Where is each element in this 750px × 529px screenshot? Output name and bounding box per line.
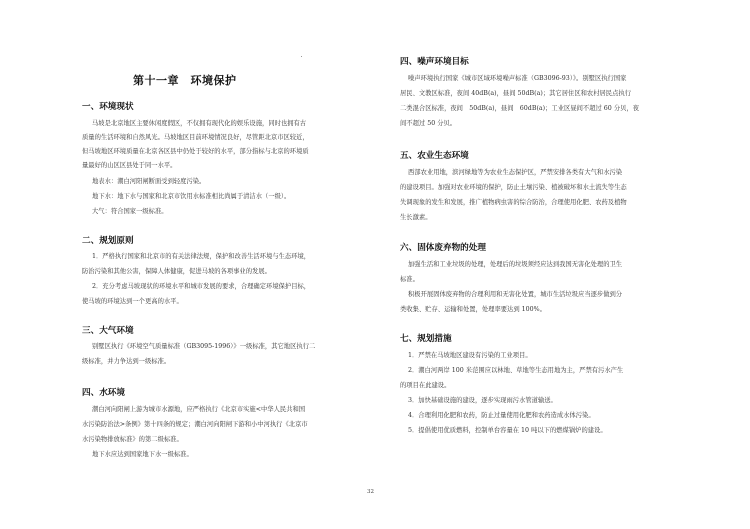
paragraph-line: 级标准，并力争达到一级标准。 [82,358,171,365]
paragraph-line: 地下水应达到国家地下水一级标准。 [92,451,193,458]
paragraph-line: 失调现象的发生和发展，推广植物病虫害的综合防治，合理使用化肥、农药及植物 [400,199,627,206]
paragraph-line: 水污染物排放标准》的第二级标准。 [82,436,183,443]
paragraph-line: 二类混合区标准，夜间 50dB(a)，昼间 60dB(a)；工业区昼间不超过 60 分贝，夜 [400,105,640,112]
paragraph-line: 标准。 [400,276,419,283]
heading-agricultural-ecology: 五、农业生态环境 [400,151,469,161]
paragraph-line: 2．充分考虑马坡现状的环境水平和城市发展的要求，合理确定环境保护目标， [92,283,311,290]
paragraph-line: 类收集、贮存、运输和处置，处理率要达到 100%。 [400,306,546,313]
paragraph-line: 但马坡地区环境质量在北京各区县中仍处于较好的水平，部分指标与北京的环境质 [82,148,309,155]
paragraph-line: 潮白河向阳闸上游为城市水源地，应严格执行《北京市实施<中华人民共和国 [92,406,306,413]
heading-solid-waste: 六、固体废弃物的处理 [400,243,486,253]
heading-planning-measures: 七、规划措施 [400,334,452,344]
paragraph-line: 1．严禁在马坡地区建设有污染的工业项目。 [408,352,532,359]
paragraph-line: 水污染防治法>条例》第十四条的规定；潮白河向阳闸下游和小中河执行《北京市 [82,421,308,428]
paragraph-line: 3．加快基础设施的建设，逐步实现雨污水管道输送。 [408,397,557,404]
paragraph-line: 居民、文教区标准，夜间 40dB(a)，昼间 50dB(a)；其它居住区和农村居民点执行 [400,90,631,97]
paragraph-line: 马坡是北京地区主要休闲度假区，不仅拥有现代化的娱乐设施，同时也拥有古 [92,120,307,127]
chapter-title: 第十一章 环境保护 [133,74,237,87]
heading-water-environment: 四、水环境 [82,388,125,398]
paragraph-line: 4．合理利用化肥和农药，防止过量使用化肥和农药造成水体污染。 [408,412,595,419]
heading-environment-status: 一、环境现状 [82,102,134,112]
paragraph-line: 防治污染和其他公害，保障人体健康，促进马坡的各项事业的发展。 [82,268,271,275]
scan-mark [301,56,302,57]
heading-air-environment: 三、大气环境 [82,326,134,336]
paragraph-line: 间不超过 50 分贝。 [400,120,457,127]
paragraph-line: 1．严格执行国家和北京市的有关法律法规，保护和改善生活环境与生态环境， [92,253,311,260]
paragraph-line: 的建设项目。加强对农业环境的保护，防止土壤污染、植被破坏和水土流失等生态 [400,184,627,191]
paragraph-line: 积极开展固体废弃物的合理利用和无害化处置，城市生活垃圾应当逐步做到分 [408,291,623,298]
paragraph-line: 5．提倡使用优质燃料，控制单台容量在 10 吨以下的燃煤锅炉的建设。 [408,427,607,434]
paragraph-line: 西部农业用地，滨河绿地等为农业生态保护区，严禁安排各类有大气和水污染 [408,169,623,176]
paragraph-line: 加强生活和工业垃圾的处理，处理后的垃圾须经应达到我国无害化处理的卫生 [408,261,623,268]
paragraph-line: 大气：符合国家一级标准。 [92,208,168,215]
paragraph-line: 的项目在此建设。 [400,382,451,389]
paragraph-line: 地下水：地下水与国家和北京市饮用水标准相比尚属于清洁水（一级）。 [92,193,291,200]
paragraph-line: 2．潮白河两岸 100 米范围应以林地、草地等生态用地为主，严禁有污水产生 [408,367,624,374]
paragraph-line: 地表水：潮白河阳闸断面受到轻度污染。 [92,178,206,185]
paragraph-line: 量最好的山区区县处于同一水平。 [82,162,177,169]
page-number: 32 [367,489,374,495]
paragraph-line: 生长激素。 [400,214,432,221]
paragraph-line: 质量的生活环境和自然风光。马坡地区目前环境情况良好，尽管距北京市区较近， [82,134,309,141]
paragraph-line: 别墅区执行《环境空气质量标准（GB3095-1996）》一级标准，其它地区执行二 [92,343,316,350]
paragraph-line: 使马坡的环境达到一个更高的水平。 [82,298,183,305]
heading-planning-principles: 二、规划原则 [82,236,134,246]
paragraph-line: 噪声环境执行国家《城市区域环境噪声标准（GB3096-93）》。别墅区执行国家 [408,75,627,82]
heading-noise-target: 四、噪声环境目标 [400,57,469,67]
